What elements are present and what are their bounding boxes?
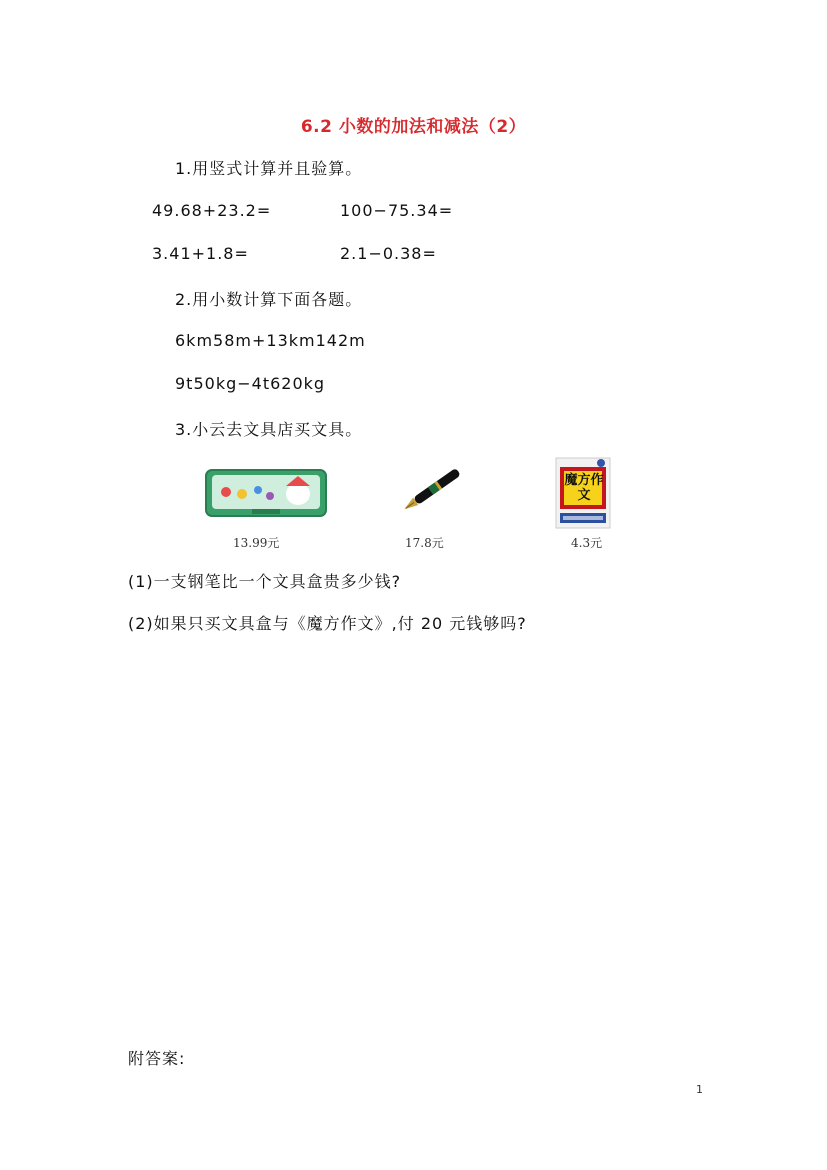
fountain-pen-icon: [392, 458, 470, 522]
q3-heading: 3.小云去文具店买文具。: [175, 420, 363, 439]
q1-item-4: 2.1−0.38=: [340, 244, 437, 263]
page-title: 6.2 小数的加法和减法（2）: [300, 117, 527, 137]
q2-item-2: 9t50kg−4t620kg: [175, 374, 326, 393]
answer-label: 附答案:: [128, 1049, 186, 1068]
q3-subquestion-2: (2)如果只买文具盒与《魔方作文》,付 20 元钱够吗?: [128, 614, 527, 633]
price-label-book: 4.3元: [571, 536, 603, 550]
q2-heading: 2.用小数计算下面各题。: [175, 290, 363, 309]
price-label-pen: 17.8元: [405, 536, 444, 550]
price-label-box: 13.99元: [233, 536, 280, 550]
q1-item-1: 49.68+23.2=: [152, 201, 272, 220]
q1-item-3: 3.41+1.8=: [152, 244, 249, 263]
q1-heading: 1.用竖式计算并且验算。: [175, 159, 363, 178]
page-number: 1: [696, 1083, 703, 1096]
q2-item-1: 6km58m+13km142m: [175, 331, 366, 350]
book-cover-title: 魔方作文: [564, 473, 604, 503]
q3-subquestion-1: (1)一支钢笔比一个文具盒贵多少钱?: [128, 572, 402, 591]
q1-item-2: 100−75.34=: [340, 201, 454, 220]
pencil-box-icon: [204, 468, 328, 518]
